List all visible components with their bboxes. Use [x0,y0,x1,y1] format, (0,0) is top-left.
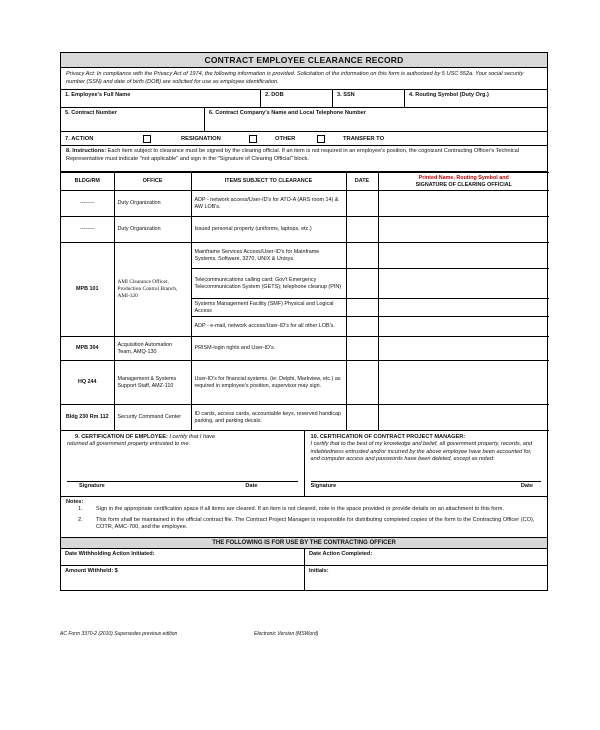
bldg-cell: MPB 101 [61,243,114,337]
note-number: 2. [78,516,83,523]
clearance-form [60,52,548,591]
contract-company-field[interactable]: 6. Contract Company's Name and Local Telephone Number [209,110,366,116]
bldg-cell: Bldg 230 Rm 112 [61,405,114,431]
office-cell: Duty Organization [114,191,191,217]
row-contract [61,108,547,132]
cert-employee-label: 9. CERTIFICATION OF EMPLOYEE: [75,434,168,440]
manager-certification [305,431,548,496]
item-cell: PRISM-login rights and User-ID's. [191,337,346,361]
date-cell[interactable] [346,269,378,299]
notes-section [61,497,547,538]
date-cell[interactable] [346,299,378,317]
office-cell: Management & Systems Support Staff, AMZ-110 [114,361,191,405]
note-item [66,517,542,532]
form-footer [60,631,548,637]
col-items: ITEMS SUBJECT TO CLEARANCE [191,173,346,191]
resignation-checkbox[interactable] [249,135,257,143]
col-date: DATE [346,173,378,191]
other-label: OTHER [275,135,296,142]
employee-name-field[interactable]: 1. Employee's Full Name [61,90,261,107]
signature-cell[interactable] [378,191,549,217]
dob-field[interactable]: 2. DOB [261,90,333,107]
form-number: AC Form 3370-2 (2010) Supersedes previous edition [60,631,178,637]
date-cell[interactable] [346,191,378,217]
initials-field[interactable]: Initials: [309,567,329,574]
transfer-to-label: TRANSFER TO [343,135,385,142]
col-signature [378,173,549,191]
bldg-cell: -------- [61,191,114,217]
table-row [61,217,549,243]
office-cell: Duty Organization [114,217,191,243]
signature-cell[interactable] [378,405,549,431]
cert-manager-label: 10. CERTIFICATION OF CONTRACT PROJECT MANAGER: [310,434,466,440]
officer-section-title: THE FOLLOWING IS FOR USE BY THE CONTRACTING OFFICER [61,538,547,549]
action-completed-field[interactable]: Date Action Completed: [309,550,373,557]
date-cell[interactable] [346,243,378,269]
signature-cell[interactable] [378,243,549,269]
bldg-cell: MPB 304 [61,337,114,361]
instructions-text: Each item subject to clearance must be signed by the clearing official. If an item is not required in an employee's position, the cognizant Contracting Officer's Technical Representative must indicate "not applicable" and sign in the "Signature of Clearing Official" block. [66,148,519,162]
note-item [66,506,542,513]
certification-area [61,431,547,497]
notes-label: Notes: [66,499,84,505]
printed-name-header: Printed Name, Routing Symbol and [418,174,509,181]
signature-cell[interactable] [378,317,549,337]
item-cell: ID cards, access cards, accountable keys, reserved handicap parking, and parking decals. [191,405,346,431]
employee-signature-label: Signature [79,482,105,489]
col-bldg: BLDG/RM [61,173,114,191]
table-header [61,173,549,191]
manager-signature-label: Signature [310,482,337,489]
date-cell[interactable] [346,317,378,337]
instructions-label: 8. Instructions: [66,148,107,154]
item-cell: ADP - e-mail, network access/User-ID's for all other LOB's. [191,317,346,337]
table-row [61,337,549,361]
col-office: OFFICE [114,173,191,191]
other-checkbox[interactable] [317,135,325,143]
item-cell: Issued personal property (uniforms, laptops, etc.) [191,217,346,243]
amount-withheld-field[interactable]: Amount Withheld: $ [61,566,305,590]
date-cell[interactable] [346,361,378,405]
item-cell: ADP - network access/User-ID's for ATO-A (ARS room 14) & AW LOB's. [191,191,346,217]
cert-employee-text: returned all government property entrusted to me. [67,441,191,448]
item-cell: Telecommunications calling card; Gov't Emergency Telecommunication System (GETS); telephone cleanup (PIN) [191,269,346,299]
form-version: Electronic Version (MSWord) [254,631,319,637]
row-identity [61,90,547,108]
clearance-table [61,172,549,431]
contract-number-field[interactable]: 5. Contract Number [61,108,205,131]
action-row [61,132,547,146]
table-row [61,243,549,269]
signature-cell[interactable] [378,269,549,299]
withholding-initiated-field[interactable]: Date Withholding Action Initiated: [61,549,305,565]
instructions [61,146,547,172]
employee-certification [61,431,305,496]
note-text: Sign in the appropriate certification space if all items are cleared. If an item is not cleared, note in the space provided or provide details on an attachment to this form. [96,506,504,513]
officer-row-amount [61,566,547,590]
manager-date-label: Date [520,482,533,489]
cert-employee-lead: I certify that I have [169,434,216,440]
employee-signature-line[interactable] [67,481,298,490]
employee-date-label: Date [245,482,258,489]
table-row [61,361,549,405]
signature-cell[interactable] [378,361,549,405]
other-action-checkbox[interactable] [143,135,151,143]
note-text: This form shall be maintained in the official contract file. The Contract Project Manager is responsible for distributing completed copies of the form to the Contracting Officer (CO), COTR, AMC-700, and the employee. [96,516,535,531]
table-row [61,191,549,217]
signature-cell[interactable] [378,299,549,317]
form-title: CONTRACT EMPLOYEE CLEARANCE RECORD [61,53,547,68]
action-label: 7. ACTION [65,135,94,142]
privacy-act-notice: Privacy Act: In compliance with the Privacy Act of 1974, the following information is provided. Solicitation of the information on this form is authorized by 5 USC 552a. Your social security number (SSN) and date of birth (DOB) are solicited for use as employee identification. [61,68,547,90]
table-row [61,405,549,431]
signature-cell[interactable] [378,217,549,243]
ssn-field[interactable]: 3. SSN [333,90,405,107]
routing-symbol-field[interactable]: 4. Routing Symbol (Duty Org.) [409,92,489,98]
date-cell[interactable] [346,405,378,431]
cert-manager-text: I certify that to the best of my knowledge and belief, all government property, records, and indebtedness entrusted and/or incurred by the above employee have been accounted for, and computer access and passwords have been deleted, except as noted: [310,441,533,463]
date-cell[interactable] [346,217,378,243]
signature-cell[interactable] [378,337,549,361]
item-cell: User-ID's for financial systems. (ie: Delphi, Markview, etc.) as required in employee's position, supervisor may sign. [191,361,346,405]
item-cell: Mainframe Services Access/User-ID's for Mainframe Systems, Software, 3270, UNIX & Unisys. [191,243,346,269]
note-number: 1. [78,506,83,513]
signature-header: SIGNATURE OF CLEARING OFFICIAL [415,181,512,188]
resignation-label: RESIGNATION [181,135,221,142]
office-cell: AMI Clearance Officer, Production Control Branch, AMI-320 [114,243,191,337]
office-cell: Acquisition Automation Team, AMQ-130 [114,337,191,361]
bldg-cell: HQ 244 [61,361,114,405]
date-cell[interactable] [346,337,378,361]
manager-signature-line[interactable] [311,481,542,490]
bldg-cell: -------- [61,217,114,243]
item-cell: Systems Management Facility (SMF) Physical and Logical Access [191,299,346,317]
officer-row-dates [61,549,547,566]
office-cell: Security Command Center [114,405,191,431]
